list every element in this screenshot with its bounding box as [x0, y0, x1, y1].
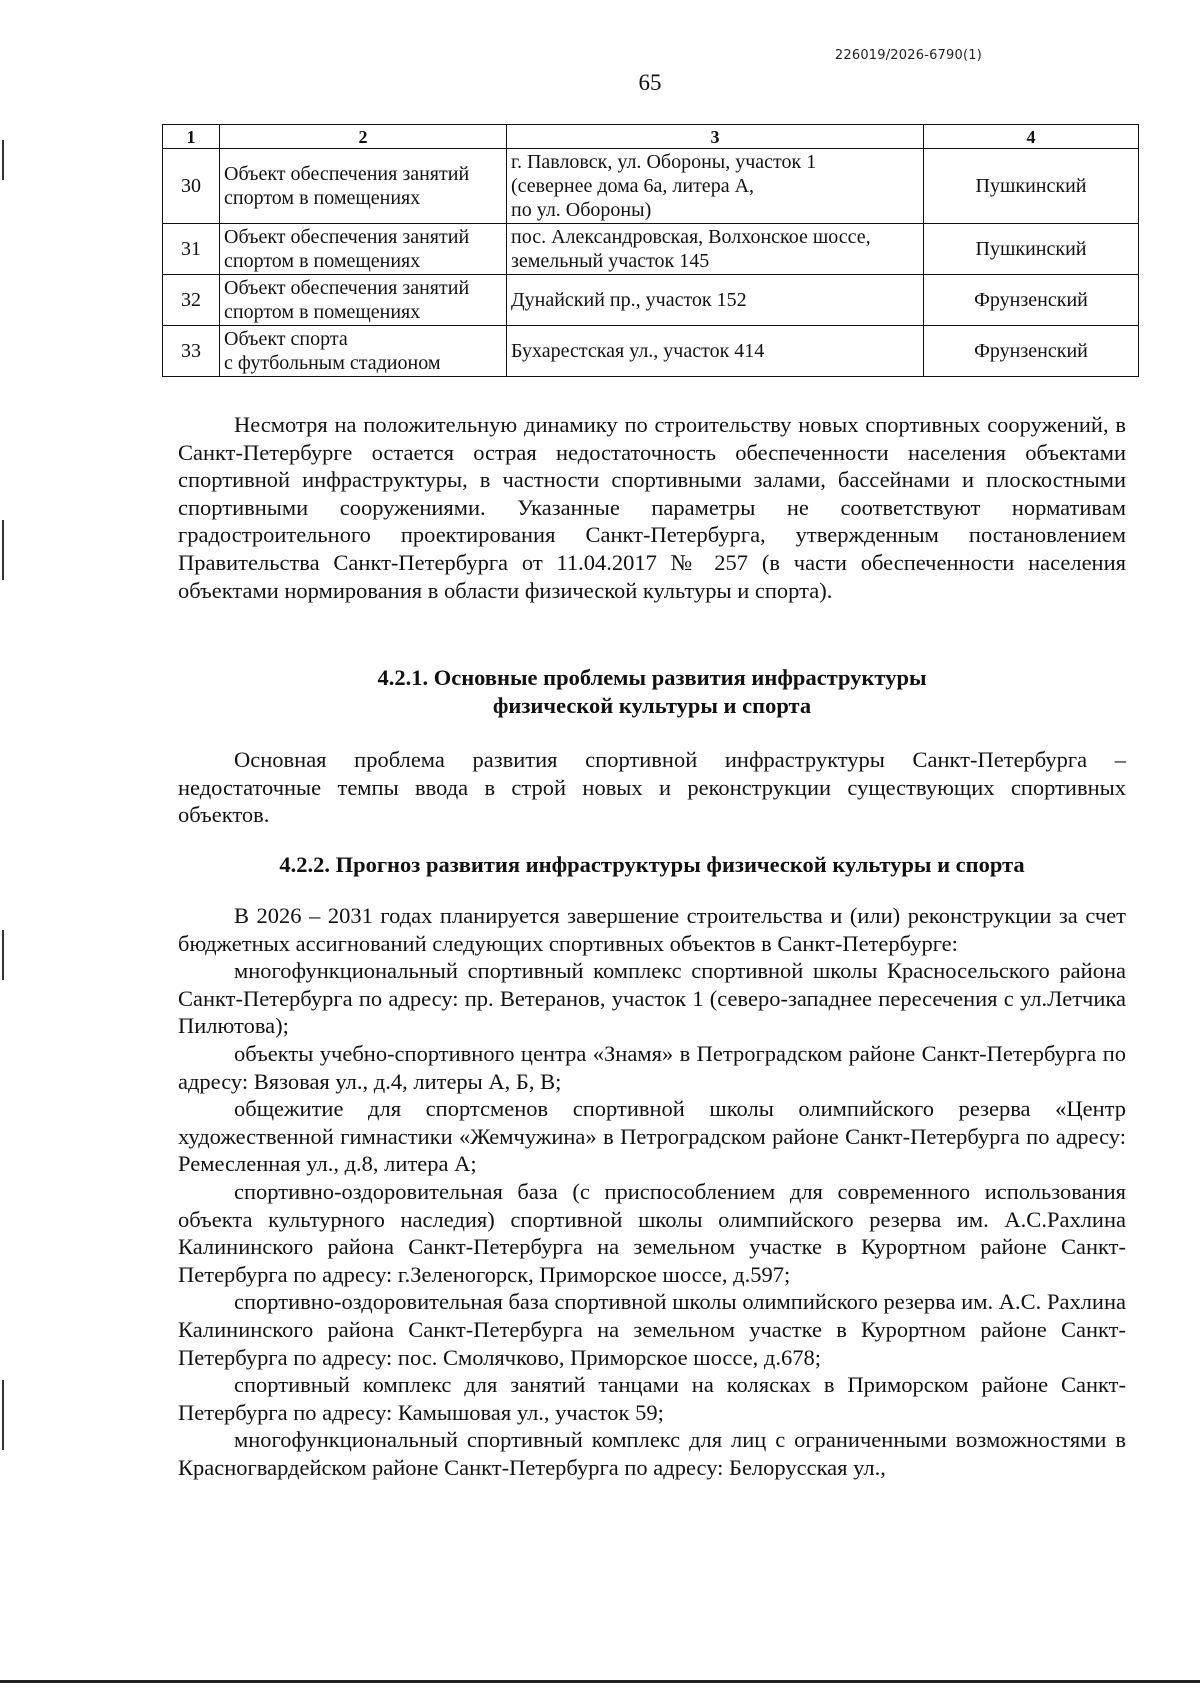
page-number — [0, 70, 1200, 96]
table-row — [163, 326, 1139, 377]
margin-scan-mark — [2, 140, 4, 180]
column-header: 2 — [220, 125, 507, 149]
problem-section — [178, 746, 1126, 829]
section-heading-4-2-2: 4.2.2. Прогноз развития инфраструктуры физической культуры и спорта — [279, 852, 1025, 877]
document-registration-number: 226019/2026-6790(1) — [834, 48, 982, 63]
forecast-list-item: спортивно-оздоровительная база спортивной школы олимпийского резерва им. А.С. Рахлина Калининского района Санкт-Петербурга на земельном участке в Курортном районе Санкт-Петербурга по адресу: пос. Смолячково, Приморское шоссе, д.678; — [178, 1289, 1126, 1370]
object-name: Объект обеспечения занятий спортом в помещениях — [220, 275, 507, 326]
margin-scan-mark — [2, 520, 4, 580]
row-number: 31 — [163, 224, 220, 275]
table-row — [163, 149, 1139, 224]
heading-line: физической культуры и спорта — [492, 693, 812, 718]
section-heading-4-2-1 — [178, 664, 1126, 720]
object-district: Фрунзенский — [924, 326, 1139, 377]
row-number: 33 — [163, 326, 220, 377]
object-district: Пушкинский — [924, 149, 1139, 224]
object-name: Объект спорта с футбольным стадионом — [220, 326, 507, 377]
forecast-list-item: спортивно-оздоровительная база (с приспособлением для современного использования объекта культурного наследия) спортивной школы олимпийского резерва им. А.С.Рахлина Калининского района Санкт-Петербурга на земельном участке в Курортном районе Санкт-Петербурга по адресу: г.Зеленогорск, Приморское шоссе, д.597; — [178, 1178, 1126, 1287]
object-address: Дунайский пр., участок 152 — [507, 275, 924, 326]
forecast-list-item: многофункциональный спортивный комплекс для лиц с ограниченными возможностями в Красногвардейском районе Санкт-Петербурга по адресу: Белорусская ул., — [178, 1427, 1126, 1480]
forecast-section — [178, 902, 1126, 1481]
sports-objects-table — [162, 124, 1139, 377]
column-header: 4 — [924, 125, 1139, 149]
page-number-text: 65 — [638, 70, 662, 95]
problem-paragraph: Основная проблема развития спортивной инфраструктуры Санкт-Петербурга – недостаточные темпы ввода в строй новых и реконструкции существующих спортивных объектов. — [178, 747, 1126, 828]
table-header-row — [163, 125, 1139, 149]
forecast-list-item: объекты учебно-спортивного центра «Знамя» в Петроградском районе Санкт-Петербурга по адресу: Вязовая ул., д.4, литеры А, Б, В; — [178, 1040, 1126, 1094]
forecast-list-item: общежитие для спортсменов спортивной школы олимпийского резерва «Центр художественной гимнастики «Жемчужина» в Петроградском районе Санкт-Петербурга по адресу: Ремесленная ул., д.8, литера А; — [178, 1096, 1126, 1177]
object-name: Объект обеспечения занятий спортом в помещениях — [220, 149, 507, 224]
forecast-list-item: многофункциональный спортивный комплекс спортивной школы Красносельского района Санкт-Петербурга по адресу: пр. Ветеранов, участок 1 (северо-западнее пересечения с ул.Летчика Пилютова); — [178, 958, 1126, 1039]
intro-paragraph: Несмотря на положительную динамику по строительству новых спортивных сооружений, в Санкт-Петербурге остается острая недостаточность обеспеченности населения объектами спортивной инфраструктуры, в частности спортивными залами, бассейнами и плоскостными спортивными сооружениями. Указанные параметры не соответствуют нормативам градостроительного проектирования Санкт-Петербурга, утвержденным постановлением Правительства Санкт-Петербурга от 11.04.2017 № 257 (в части обеспеченности населения объектами нормирования в области физической культуры и спорта). — [178, 412, 1126, 603]
table-row — [163, 275, 1139, 326]
page-bottom-edge — [0, 1680, 1200, 1683]
intro-section — [178, 411, 1126, 604]
object-name: Объект обеспечения занятий спортом в помещениях — [220, 224, 507, 275]
margin-scan-mark — [2, 1380, 4, 1450]
column-header: 3 — [507, 125, 924, 149]
forecast-list-item: спортивный комплекс для занятий танцами на колясках в Приморском районе Санкт-Петербурга по адресу: Камышовая ул., участок 59; — [178, 1372, 1126, 1425]
margin-scan-mark — [2, 930, 4, 980]
forecast-intro-paragraph: В 2026 – 2031 годах планируется завершение строительства и (или) реконструкции за счет бюджетных ассигнований следующих спортивных объектов в Санкт-Петербурге: — [178, 903, 1126, 956]
row-number: 30 — [163, 149, 220, 224]
row-number: 32 — [163, 275, 220, 326]
column-header: 1 — [163, 125, 220, 149]
object-address: пос. Александровская, Волхонское шоссе, земельный участок 145 — [507, 224, 924, 275]
object-district: Пушкинский — [924, 224, 1139, 275]
heading-line: 4.2.1. Основные проблемы развития инфраструктуры — [377, 665, 927, 690]
table-row — [163, 224, 1139, 275]
object-district: Фрунзенский — [924, 275, 1139, 326]
object-address: Бухарестская ул., участок 414 — [507, 326, 924, 377]
object-address: г. Павловск, ул. Обороны, участок 1 (севернее дома 6а, литера А, по ул. Обороны) — [507, 149, 924, 224]
